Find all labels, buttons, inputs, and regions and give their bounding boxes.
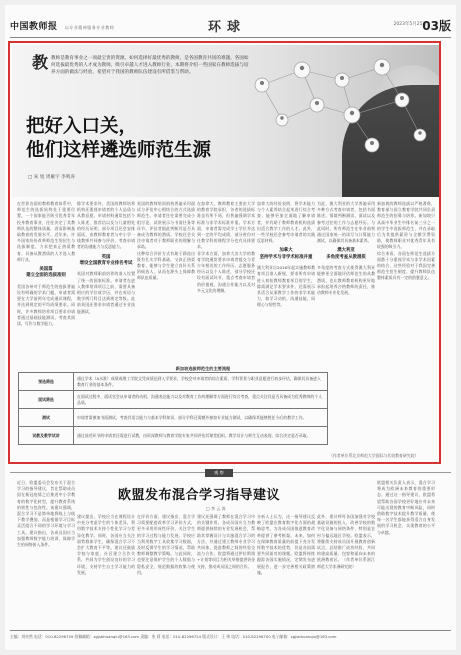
table-row: 试教及教学试讲 通过前述环节的申请者还需进行试教，由资深教师与教育学院专家共同评估其课堂组织、教学设计与师生互动表现，综合决定是否录取。 — [19, 427, 328, 445]
column-text: 为此，澳大利亚的大学普遍采用多种方式考查申请者，包括书面陈述、情境判断测试、面试以及参考过往的工作与志愿经历。与此同时，所有师范生在毕业前须通过国家统一的读写与计算能力测试，以确保其具备基本素养。 — [317, 201, 375, 244]
selection-process-table — [18, 372, 328, 445]
column-text: 除学术要求外，美国的教师培养机构还重视申请者的个人品质与从教意愿。申请材料通常包括个人陈述、推荐信以及与儿童相处的经历证明，部分项目还会安排面试，由教师教育者与中小学一线教师共同参与评价，考查申请者的沟通能力与反思能力。 — [77, 201, 135, 250]
column-text: 美国各州对于师范生的选拔普遍设有明确的学术门槛，申请者需要在大学前两年完成通识课程，并达到规定的平均成绩要求。同时，许多教师培养项目要求申请者通过基础技能测试，考查其阅读、写作与数学能力。 — [17, 283, 75, 327]
column-text: 在世界各国的教师教育体系中，师范生的选拔始终处于重要位置。一个国家能否吸引优秀青年投身教育事业，往往决定了其教师队伍的整体质量，进而影响基础教育的发展水平。近年来，许多国家纷纷改革师范生的招生与选拔制度，力求把真正热爱教育、具备从教潜质的人才选入教师行业。 — [17, 201, 75, 262]
masthead-subtitle: 以专业精神服务专业教师 — [64, 25, 115, 30]
column-text: 在加拿大，教师教育主要由大学的教育学院承担，各省的选拔标准虽有所不同，但普遍强调学术标准与非学术标准并重。学术方面，申请者需完成学士学位并达到一定的平均成绩，部分省份对任教学科的课程学分也有具体要求。 — [197, 201, 255, 250]
subhead-uk: 英国 增设全国教育专业排名考试 — [79, 254, 133, 267]
masthead — [10, 19, 114, 32]
lower-column-7: 欧盟相关负责人表示，混合学习将成为欧洲未来教育的重要形态。通过这一指导建议，欧盟希望帮助各国学校更好地应对未来可能出现的教育中断风险，同时借助数字技术提升教学质量，使每一名学生都能获得适合自身发展的学习机会，实现教育的公平与卓越。 — [377, 480, 435, 535]
intro-text: 教师是教育事业之一项最宝贵的资源。如何选择好最优秀的教师，是各国教育共同的难题。各国如何选拔最优秀的人才成为教师，吸引卓越人才进入教师行业，本期将介绍一些国家在教师选拔与培养方面的做法与经验，希望对于我国的教师队伍建设有所借鉴与帮助。 — [51, 56, 249, 75]
feature-byline: □ 朱 旭 周雁宇 李鸣涛 — [28, 175, 75, 180]
lower-column-6: 此外，建议呼吁各国加强对学校基础设施的投入，改善学校的数字化设备与网络条件，特别是农村与偏远地区学校。欧盟表示，将继续支持成员国开展教育创新试点，总结推广成功经验，共同构建高质量、包容和面向未来的欧洲教育区。（作者单位系浙江师范大学非洲研究院） — [317, 514, 375, 569]
subhead-canada: 加拿大 坚持学术与非学术标准并重 — [259, 248, 313, 260]
article-column-7 — [377, 201, 435, 451]
lower-column-3: 在评价方面，建议指出，混合学习需要配套改革学习评价方式，更多采用形成性评价，关注学生的学习过程与能力发展。学校应当利用数字工具收集学习数据，及时反馈学生的学习情况，帮助教师调整教学策略。与此同时，也要注意保护学生的个人数据与隐私安全，规范数据的收集与使用。 — [137, 514, 195, 575]
section-title: 环球 — [208, 20, 247, 35]
column-text: 英国对教师职前培养的准入设置了统一的国家标准。申请者在进入教师培训项目之前，需要具备相应的学位或学历，并在英语与数学两门科目达到规定等级。此前英国还要求申请者通过专业技能测试。 — [77, 271, 135, 314]
subhead-australia: 澳大利亚 多角度考查从教潜质 — [326, 248, 366, 260]
header-divider — [10, 37, 451, 38]
column-text: 多角度的考查方式使得澳大利亚能够更全面地评估师范生的从教潜质，也让教师教育机构更好地承担起培养合格教师的责任，推动教师专业化发展。 — [317, 265, 375, 296]
table-row: 测试 申请者需参加书面测试，考查其语言能力与基本学科知识，部分学科还需额外参加专业能力测试，以确保其能够胜任今后的教学工作。 — [19, 409, 328, 427]
masthead-title: 中国教师报 — [10, 22, 58, 32]
lower-column-2: 建议提出，学校应当在课程设计中充分考虑学生的个体差异，利用数字技术支持个性化学习与差异化教学。同时，各国应当关注弱势群体学生，确保混合学习不会扩大教育不平等。建议还鼓励学校与家庭、社区建立合作关系，共同为学生创设良好的学习环境，支持学生自主学习能力的发展。 — [77, 514, 135, 575]
article-column-5 — [257, 201, 315, 361]
column-text: 英国的教师培训机构普遍采用面试与评估中心相结合的方式选拔师范生。申请者往往需要完成小组讨论、试讲展示与书面任务等环节，评估者据此判断其是否具备成为教师的潜质。学校还会关注申请者对于教师职业的理解与承诺。 — [137, 201, 195, 250]
column-text: 加拿大的经验表明，将学术能力与个人素养结合起来进行综合考查，能够更加全面地了解申请者，并有助于教师教育机构选拔出适合教学工作的人才。此外，一些学校还会参考申请者的实践反思材料。 — [257, 201, 315, 244]
page-number: 03版 — [422, 19, 451, 33]
issue-date: 2023年5月25日 — [393, 22, 427, 27]
observe-tag: 观 察 — [205, 469, 233, 477]
page-header — [10, 16, 451, 34]
column-text: 综合来看，各国在师范生选拔方面都十分重视学术与非学术因素的结合，这些经验对于我国完善师范生招生制度、提升教师队伍整体素质具有一定的借鉴意义。 — [377, 250, 435, 281]
column-text: 新加坡的教师选拔以严格著称，教育部与国立教育学院共同负责师范生的招募与培养。新加坡只从高中毕业生中排名前三分之一的学生中选拔师范生，并在录取后为其提供薪资与全额学费资助，使教师职业对优秀青年具有较强的吸引力。 — [377, 201, 435, 250]
article-column-3 — [137, 201, 195, 361]
table-row: 预选筛选 通过学术（A水准）成绩或理工学院文凭成绩达到入学要求，学校会对申请者的综合素质、学科背景与职业意愿进行初步评估，确保其具备进入教育行业的基本条件。 — [19, 373, 328, 391]
lower-column-1: 近日，欧盟委员会发布关于混合学习的指导建议，旨在帮助成员国在新冠疫情之后推进中小学教育的数字化转型，提升教育系统的韧性与包容性。该建议强调，混合学习不是简单地将线上与线下教学叠加，而是根据学习目标灵活组合不同的学习环境与学习工具。建议指出，各成员国应当加强教师数字能力培训，保障学生的网络接入条件。 — [17, 480, 75, 548]
article-column-2 — [77, 201, 135, 361]
column-text: 非学术方面，加拿大各大学的教育学院通常要求申请者提交与青少年相处的工作经历、志愿服务经历以及个人陈述，部分学校还设有面试环节，重点考查申请者的价值观、沟通合作能力以及对多元文化的理解。 — [197, 250, 255, 293]
lower-column-5: 分析人士认为，这一指导建议反映了欧盟在教育数字化方面的战略思考，为各成员国推进教育改革提供了参考框架。未来，如何在保障教育质量的前提下充分发挥数字技术的优势，仍是各国需要共同面对的课题。欧盟将持续跟踪各国实施情况，定期发布进展报告，进一步完善相关政策措施。 — [257, 514, 315, 575]
lower-article-title: 欧盟发布混合学习指导建议 — [118, 488, 281, 503]
page-footer: 主编：刘亦然 电话：010-82296759 投稿邮箱：zgjsbhuanqiu@163.com 责编：张 莉 电话：010-82296724 版式设计：王 伟 电话：010-82296700 电子邮箱：zgjsbhuanqiu@163.com — [10, 630, 451, 640]
lower-column-4: 建议还强调了教师在混合学习中的关键作用。各成员国应当为教师提供持续的专业发展机会，帮助其掌握设计与实施混合学习的方法，并通过建立教师专业学习共同体，促进教师之间的经验交流与合作。欧盟将通过伊拉斯谟+计划等项目为相关举措提供资金支持，推动成员国之间的合作。 — [197, 514, 255, 569]
headline-line-1: 把好入口关， — [26, 116, 138, 137]
table-title: 新加坡选拔师范生的主要流程 — [175, 366, 231, 371]
feature-author-note: （作者单位系北京师范大学国际与比较教育研究院） — [329, 453, 419, 458]
table-row: 面试筛选 在面试过程中，面试官会从申请者的动机、沟通表达能力以及对教育工作的理解等方面进行综合考查，重点关注其是否具备成为优秀教师的个人品质。 — [19, 391, 328, 409]
article-column-4 — [197, 201, 255, 361]
column-text: 澳大利亚自2016年起实施教师教育项目准入新规，要求所有申请进入初始教师教育项目的学生，除需满足学术要求外，还需展示其适合从事教学工作的非学术能力，如学习动机、沟通技能、同理心与韧性等。 — [257, 265, 315, 308]
lower-article-byline: □ 李 云 涛 — [206, 506, 226, 511]
headline-line-2: 他们这样遴选师范生源 — [26, 140, 212, 161]
column-text: 这种综合评价方式有助于筛选出既有扎实学科基础，又真正热爱教育、能够与学生建立良好关系的候选人，从而在源头上保障教师队伍质量。 — [137, 250, 195, 281]
drop-cap: 教 — [32, 53, 49, 72]
subhead-usa: 美国篇 建立全面的选拔准则 — [26, 267, 66, 279]
